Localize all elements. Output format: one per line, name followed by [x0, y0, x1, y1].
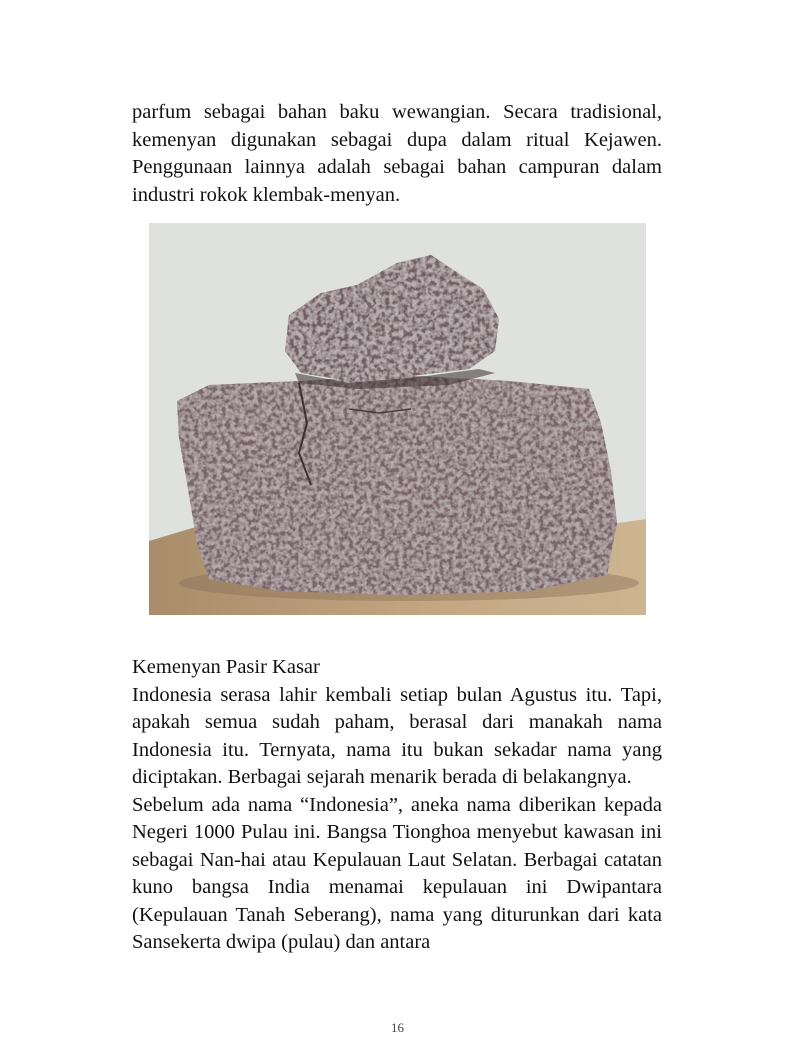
paragraph-top-text: parfum sebagai bahan baku wewangian. Secara tradisional, kemenyan digunakan sebagai dupa dalam ritual Kejawen. Penggunaan lainnya adalah sebagai bahan campuran dalam industri rokok klembak-menyan. [132, 101, 662, 206]
kemenyan-photo-graphic [149, 223, 646, 615]
page-number: 16 [391, 1020, 404, 1035]
paragraph-top [132, 99, 662, 209]
lower-text-block [132, 654, 662, 957]
paragraph-2: Sebelum ada nama “Indonesia”, aneka nama diberikan kepada Negeri 1000 Pulau ini. Bangsa Tionghoa menyebut kawasan ini sebagai Nan-hai atau Kepulauan Laut Selatan. Berbagai catatan kuno bangsa India menamai kepulauan ini Dwipantara (Kepulauan Tanah Seberang), nama yang diturunkan dari kata Sansekerta dwipa (pulau) dan antara [132, 793, 662, 953]
large-rock-shade [177, 375, 617, 595]
figure-caption: Kemenyan Pasir Kasar [132, 656, 320, 678]
paragraph-1: Indonesia serasa lahir kembali setiap bulan Agustus itu. Tapi, apakah semua sudah paham, berasal dari manakah nama Indonesia itu. Ternyata, nama itu bukan sekadar nama yang diciptakan. Berbagai sejarah menarik berada di belakangnya. [132, 683, 662, 788]
kemenyan-photo [149, 223, 646, 615]
